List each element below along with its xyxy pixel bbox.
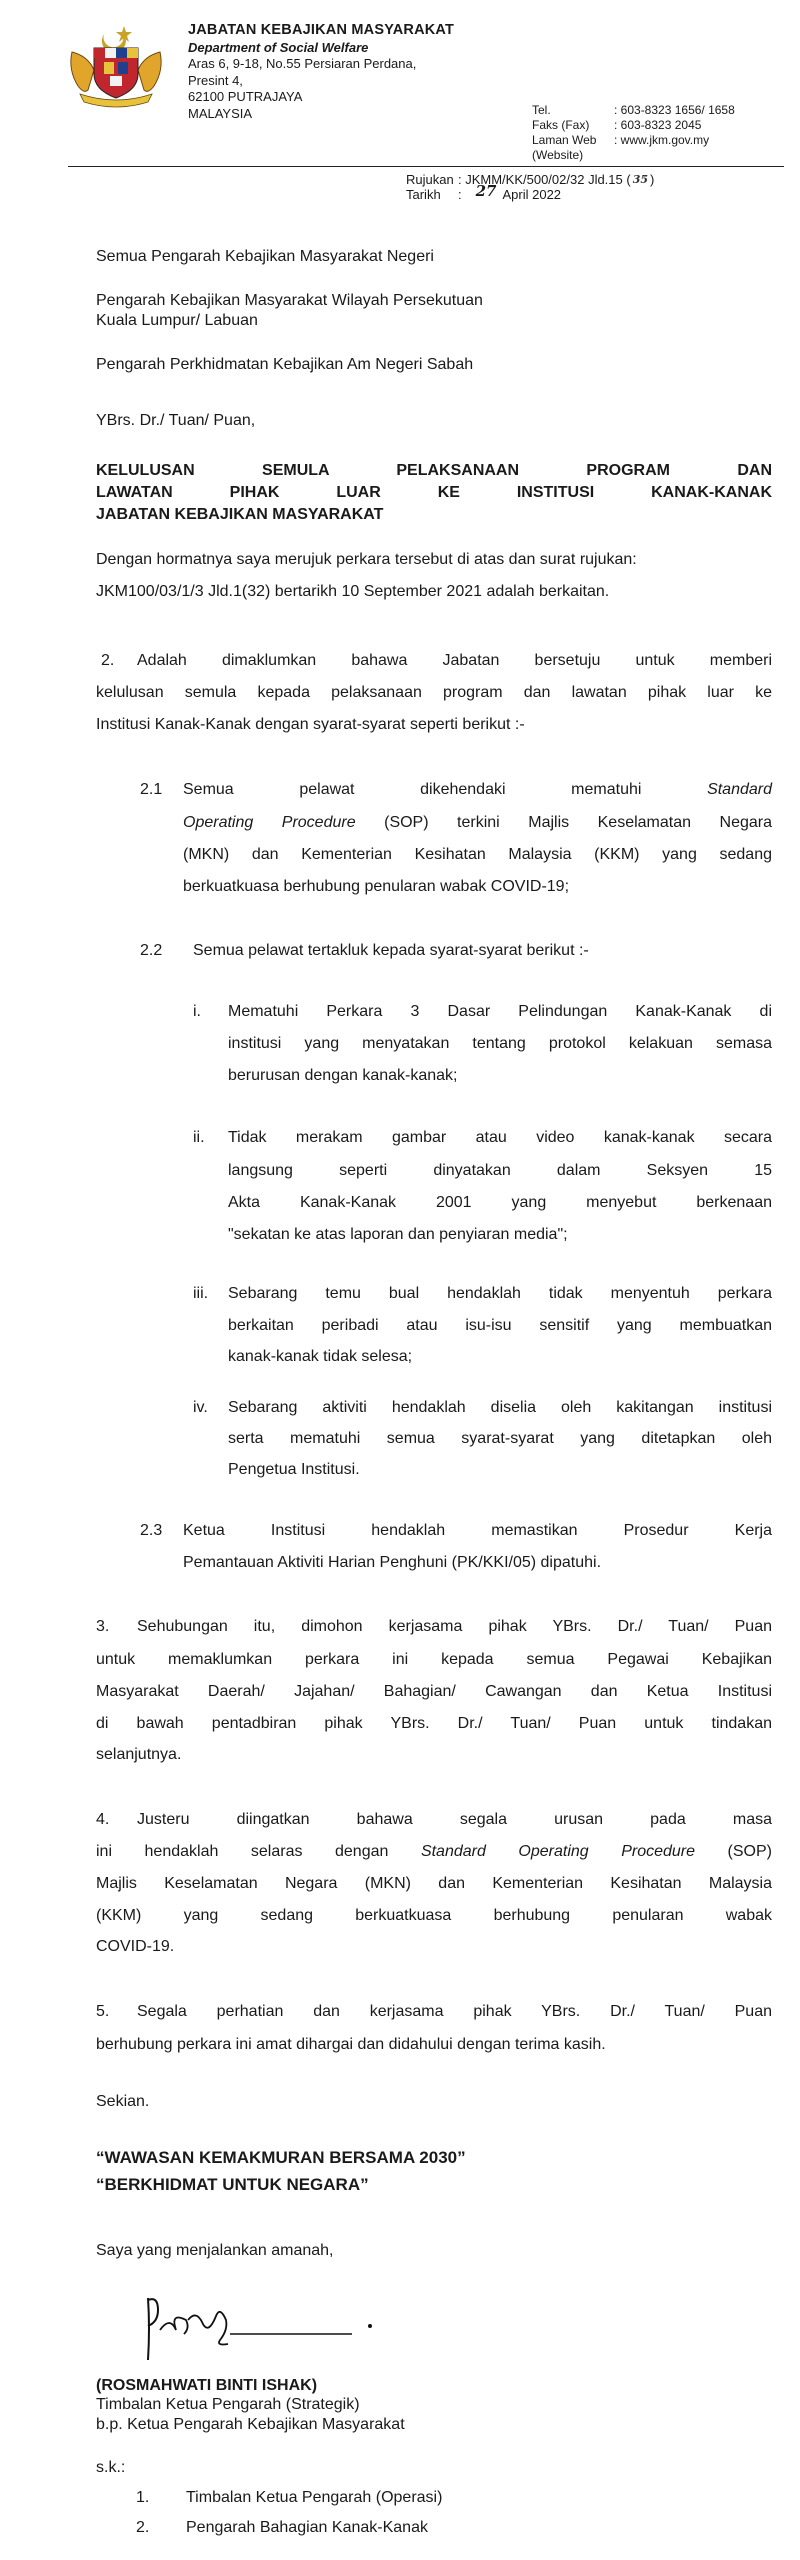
address-line: Presint 4, <box>188 72 243 88</box>
para-text: ini hendaklah selaras dengan <box>96 1843 389 1860</box>
para-line: untuk memaklumkan perkara ini kepada semua Pegawai Kebajikan <box>96 1651 772 1668</box>
address-line: Aras 6, 9-18, No.55 Persiaran Perdana, <box>188 56 417 71</box>
cc-label: s.k.: <box>96 2459 126 2476</box>
recipient-line: Pengarah Kebajikan Masyarakat Wilayah Persekutuan <box>96 292 483 309</box>
para-number: 3. <box>96 1618 110 1635</box>
subitem-number: iii. <box>193 1285 209 1302</box>
para-line: kelulusan semula kepada pelaksanaan program dan lawatan pihak luar ke <box>96 684 772 701</box>
subitem-line: institusi yang menyatakan tentang protokol kelakuan semasa <box>228 1035 772 1052</box>
subitem-line: Tidak merakam gambar atau video kanak-kanak secara <box>228 1129 772 1146</box>
para-line: Masyarakat Daerah/ Jajahan/ Bahagian/ Cawangan dan Ketua Institusi <box>96 1683 772 1700</box>
item-number: 2.2 <box>140 942 163 959</box>
subject-line: JABATAN KEBAJIKAN MASYARAKAT <box>96 506 384 523</box>
subitem-line: Mematuhi Perkara 3 Dasar Pelindungan Kanak-Kanak di <box>228 1003 772 1020</box>
para-line: Segala perhatian dan kerjasama pihak YBrs. Dr./ Tuan/ Puan <box>137 2003 772 2020</box>
signatory-title: Timbalan Ketua Pengarah (Strategik) <box>96 2396 360 2413</box>
contact-value: : 603-8323 1656/ 1658 <box>614 103 735 117</box>
signatory-name: (ROSMAHWATI BINTI ISHAK) <box>96 2377 318 2394</box>
address-line: 62100 PUTRAJAYA <box>188 89 303 104</box>
item-line <box>183 813 772 833</box>
para-line: Majlis Keselamatan Negara (MKN) dan Kementerian Kesihatan Malaysia <box>96 1875 772 1892</box>
item-text: Semua pelawat dikehendaki mematuhi <box>183 781 642 798</box>
item-line: Pemantauan Aktiviti Harian Penghuni (PK/KKI/05) dipatuhi. <box>183 1554 602 1571</box>
item-line: berkuatkuasa berhubung penularan wabak COVID-19; <box>183 878 570 895</box>
header-divider <box>68 166 784 167</box>
rujukan-label: Rujukan <box>406 172 454 187</box>
para-line: selanjutnya. <box>96 1746 182 1763</box>
para-line: Adalah dimaklumkan bahawa Jabatan bersetuju untuk memberi <box>137 652 772 669</box>
rujukan-handwritten: 35 <box>632 173 649 186</box>
intro-line: JKM100/03/1/3 Jld.1(32) bertarikh 10 September 2021 adalah berkaitan. <box>96 583 610 600</box>
subitem-line: Sebarang temu bual hendaklah tidak menyentuh perkara <box>228 1285 772 1302</box>
rujukan-value: : JKMM/KK/500/02/32 Jld.15 ( <box>458 172 631 187</box>
subitem-line: Sebarang aktiviti hendaklah diselia oleh kakitangan institusi <box>228 1399 772 1416</box>
para-number: 2. <box>101 652 115 669</box>
subitem-number: ii. <box>193 1129 205 1146</box>
contact-row <box>532 148 735 163</box>
contact-label: Laman Web <box>532 133 597 147</box>
item-line <box>183 780 772 800</box>
contact-value: : 603-8323 2045 <box>614 118 702 132</box>
item-line: Semua pelawat tertakluk kepada syarat-syarat berikut :- <box>193 942 589 959</box>
org-name: JABATAN KEBAJIKAN MASYARAKAT <box>188 22 455 38</box>
intro-line: Dengan hormatnya saya merujuk perkara tersebut di atas dan surat rujukan: <box>96 551 637 568</box>
para-line <box>96 1842 772 1862</box>
subitem-line: "sekatan ke atas laporan dan penyiaran media"; <box>228 1226 568 1243</box>
subitem-line: Pengetua Institusi. <box>228 1461 360 1478</box>
item-number: 2.1 <box>140 781 163 798</box>
signatory-on-behalf: b.p. Ketua Pengarah Kebajikan Masyarakat <box>96 2416 405 2433</box>
rujukan-close: ) <box>650 172 655 187</box>
subitem-number: iv. <box>193 1399 208 1416</box>
subject-line: LAWATAN PIHAK LUAR KE INSTITUSI KANAK-KANAK <box>96 484 772 501</box>
para-line: berhubung perkara ini amat dihargai dan didahului dengan terima kasih. <box>96 2036 606 2053</box>
cc-number: 2. <box>136 2519 150 2536</box>
item-text: (SOP) terkini Majlis Keselamatan Negara <box>384 814 773 831</box>
subitem-line: kanak-kanak tidak selesa; <box>228 1348 413 1365</box>
contact-row <box>532 118 735 133</box>
subitem-number: i. <box>193 1003 201 1020</box>
para-line: Sehubungan itu, dimohon kerjasama pihak YBrs. Dr./ Tuan/ Puan <box>137 1618 772 1635</box>
para-text: (SOP) <box>727 1843 772 1860</box>
tarikh-value: April 2022 <box>502 187 562 202</box>
tarikh-handwritten: 27 <box>475 182 497 200</box>
para-line: (KKM) yang sedang berkuatkuasa berhubung penularan wabak <box>96 1907 772 1924</box>
org-address <box>188 56 416 122</box>
contact-label: Tel. <box>532 103 551 117</box>
recipient-line: Semua Pengarah Kebajikan Masyarakat Negeri <box>96 248 434 265</box>
item-text-italic: Operating Procedure <box>183 814 356 831</box>
para-line: COVID-19. <box>96 1938 175 1955</box>
tarikh-label: Tarikh <box>406 187 441 202</box>
item-text-italic: Standard <box>707 781 772 798</box>
para-line: Justeru diingatkan bahawa segala urusan pada masa <box>137 1811 772 1828</box>
cc-number: 1. <box>136 2489 150 2506</box>
item-line: (MKN) dan Kementerian Kesihatan Malaysia (KKM) yang sedang <box>183 846 772 863</box>
signature-icon <box>130 2290 390 2380</box>
sign-off: Saya yang menjalankan amanah, <box>96 2242 334 2259</box>
para-text-italic: Standard Operating Procedure <box>420 1843 696 1860</box>
tarikh-colon: : <box>458 187 462 202</box>
subitem-line: langsung seperti dinyatakan dalam Seksyen 15 <box>228 1162 772 1179</box>
contact-block <box>532 103 735 163</box>
subitem-line: Akta Kanak-Kanak 2001 yang menyebut berkenaan <box>228 1194 772 1211</box>
closing: Sekian. <box>96 2093 150 2110</box>
recipient-line: Kuala Lumpur/ Labuan <box>96 312 258 329</box>
contact-label: (Website) <box>532 148 584 162</box>
cc-item: Timbalan Ketua Pengarah (Operasi) <box>186 2489 443 2506</box>
motto-line: “WAWASAN KEMAKMURAN BERSAMA 2030” <box>96 2148 466 2167</box>
cc-item: Pengarah Bahagian Kanak-Kanak <box>186 2519 428 2536</box>
reference-block <box>406 172 654 202</box>
contact-value: : www.jkm.gov.my <box>614 133 710 147</box>
para-line: Institusi Kanak-Kanak dengan syarat-syarat seperti berikut :- <box>96 716 525 733</box>
para-number: 5. <box>96 2003 110 2020</box>
item-line: Ketua Institusi hendaklah memastikan Prosedur Kerja <box>183 1522 772 1539</box>
address-line: MALAYSIA <box>188 105 253 121</box>
salutation: YBrs. Dr./ Tuan/ Puan, <box>96 412 256 429</box>
para-number: 4. <box>96 1811 110 1828</box>
tarikh-row <box>406 182 654 202</box>
contact-row <box>532 133 735 148</box>
subitem-line: berkaitan peribadi atau isu-isu sensitif yang membuatkan <box>228 1317 772 1334</box>
motto-line: “BERKHIDMAT UNTUK NEGARA” <box>96 2175 369 2194</box>
org-name-en: Department of Social Welfare <box>188 40 369 55</box>
recipient-line: Pengarah Perkhidmatan Kebajikan Am Negeri Sabah <box>96 356 474 373</box>
jata-negara-crest-icon <box>66 22 166 108</box>
item-number: 2.3 <box>140 1522 163 1539</box>
contact-row <box>532 103 735 118</box>
subitem-line: berurusan dengan kanak-kanak; <box>228 1067 458 1084</box>
rujukan-row <box>406 172 654 187</box>
contact-label: Faks (Fax) <box>532 118 590 132</box>
para-line: di bawah pentadbiran pihak YBrs. Dr./ Tuan/ Puan untuk tindakan <box>96 1715 772 1732</box>
subitem-line: serta mematuhi semua syarat-syarat yang ditetapkan oleh <box>228 1430 772 1447</box>
subject-line: KELULUSAN SEMULA PELAKSANAAN PROGRAM DAN <box>96 462 772 479</box>
